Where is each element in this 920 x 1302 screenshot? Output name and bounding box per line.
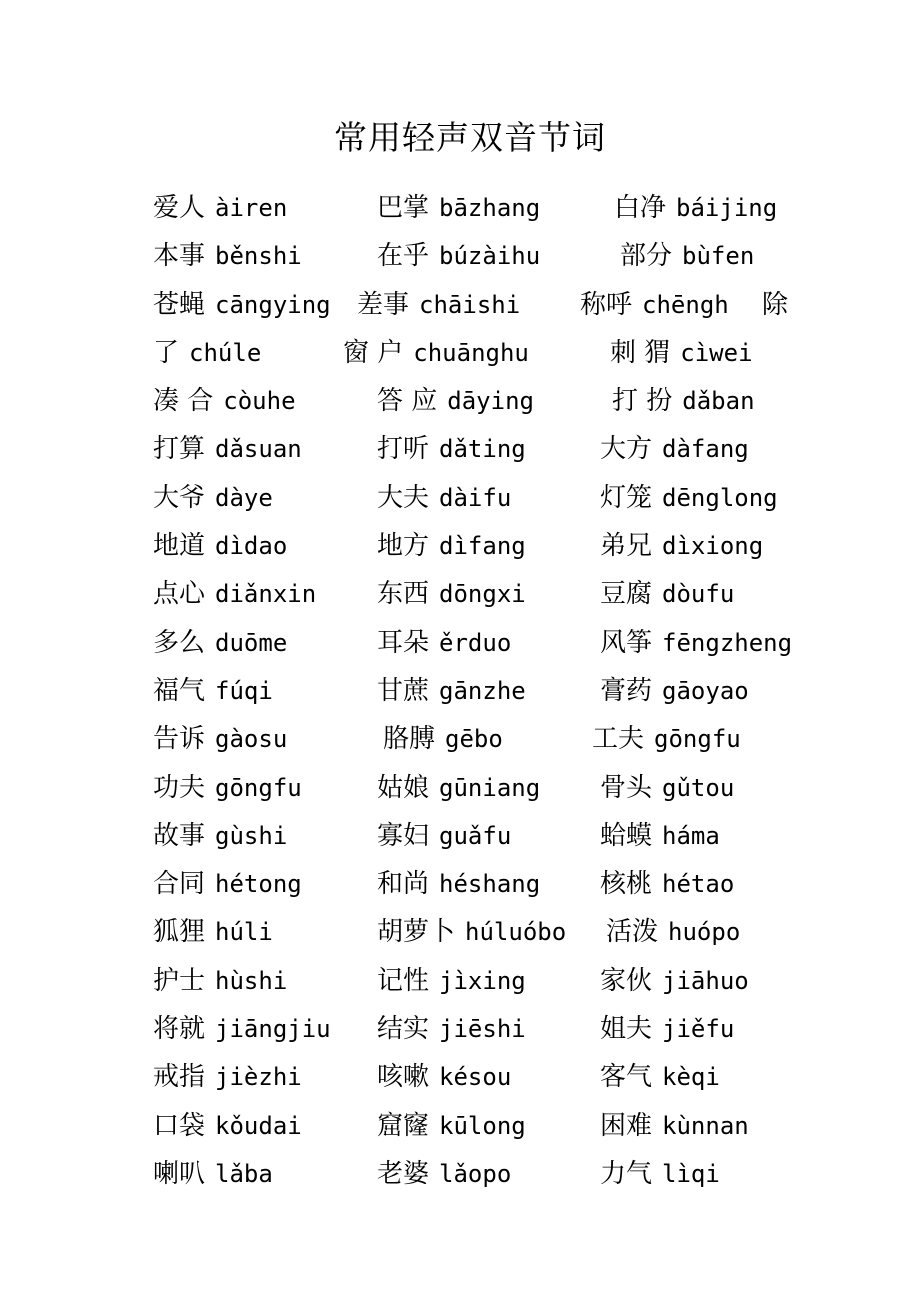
pinyin: búzàihu (439, 242, 541, 271)
word-entry (153, 1152, 273, 1196)
pinyin: késou (439, 1063, 512, 1092)
word-entry (612, 379, 755, 423)
hanzi-word: 窗 户 (343, 337, 404, 368)
word-entry (377, 1152, 511, 1196)
hanzi-word: 老婆 (377, 1158, 430, 1189)
word-entry (377, 476, 511, 520)
pinyin: dǎsuan (215, 435, 302, 464)
hanzi-word: 福气 (153, 675, 206, 706)
hanzi-word: 巴掌 (377, 193, 430, 223)
hanzi-word: 胳膊 (383, 724, 436, 755)
word-entry (610, 331, 753, 375)
hanzi-word: 灯笼 (600, 482, 653, 513)
pinyin: còuhe (223, 387, 296, 416)
word-entry (383, 717, 503, 761)
word-entry (377, 959, 526, 1003)
word-entry (600, 1152, 720, 1196)
word-entry (592, 717, 741, 761)
word-row (153, 669, 813, 717)
word-entry (153, 427, 302, 471)
hanzi-word: 活泼 (606, 917, 659, 948)
pinyin: húluóbo (465, 918, 567, 947)
pinyin: dìxiong (662, 532, 764, 561)
pinyin: guǎfu (439, 821, 512, 850)
word-entry (600, 814, 720, 858)
pinyin: gēbo (445, 725, 503, 754)
hanzi-word: 打听 (377, 434, 430, 465)
hanzi-word: 多么 (153, 627, 206, 658)
hanzi-word: 凑 合 (153, 386, 214, 417)
word-row (153, 379, 813, 427)
pinyin: duōme (215, 628, 288, 657)
hanzi-word: 了 (153, 337, 180, 368)
word-row (153, 331, 813, 379)
pinyin: dēnglong (662, 483, 778, 512)
pinyin: héshang (439, 870, 541, 899)
hanzi-word: 将就 (153, 1014, 206, 1045)
pinyin: cìwei (680, 338, 753, 367)
word-entry (600, 572, 734, 616)
pinyin: chēngh (642, 290, 729, 319)
pinyin: kǒudai (215, 1111, 302, 1140)
hanzi-word: 打 扮 (612, 386, 673, 417)
pinyin: bāzhang (439, 194, 541, 222)
word-row (153, 959, 813, 1007)
word-row (153, 1055, 813, 1103)
pinyin: gǔtou (662, 773, 735, 802)
hanzi-word: 风筝 (600, 627, 653, 658)
hanzi-word: 部分 (620, 241, 673, 272)
word-row (153, 862, 813, 910)
word-row (153, 766, 813, 814)
word-entry (153, 814, 287, 858)
pinyin: hétong (215, 870, 302, 899)
hanzi-word: 称呼 (580, 289, 633, 320)
hanzi-word: 蛤蟆 (600, 820, 653, 851)
word-entry (377, 1104, 526, 1148)
hanzi-word: 寡妇 (377, 820, 430, 851)
pinyin: dǎban (682, 387, 755, 416)
word-entry (153, 1007, 331, 1051)
word-entry (377, 814, 511, 858)
word-row (153, 1104, 813, 1152)
word-entry (377, 186, 540, 230)
word-entry (600, 476, 778, 520)
word-entry (153, 910, 273, 954)
pinyin: chuānghu (413, 338, 529, 367)
word-entry (153, 1104, 302, 1148)
word-entry (153, 621, 287, 665)
word-entry (377, 862, 540, 906)
pinyin: dìfang (439, 532, 526, 561)
word-entry (600, 1055, 720, 1099)
word-row (153, 572, 813, 620)
hanzi-word: 工夫 (592, 724, 645, 755)
hanzi-word: 告诉 (153, 724, 206, 755)
word-entry (153, 476, 273, 520)
hanzi-word: 核桃 (600, 869, 653, 900)
word-entry (377, 379, 534, 423)
hanzi-word: 膏药 (600, 675, 653, 706)
hanzi-word: 戒指 (153, 1062, 206, 1093)
word-row (153, 283, 813, 331)
hanzi-word: 合同 (153, 869, 206, 900)
word-entry (153, 331, 261, 375)
pinyin: lǎba (215, 1159, 273, 1188)
pinyin: dōngxi (439, 580, 526, 609)
hanzi-word: 点心 (153, 579, 206, 610)
pinyin: hétao (662, 870, 735, 899)
hanzi-word: 在乎 (377, 241, 430, 272)
hanzi-word: 客气 (600, 1062, 653, 1093)
word-entry (620, 234, 754, 278)
word-entry (153, 669, 273, 713)
hanzi-word: 答 应 (377, 386, 438, 417)
word-entry (600, 862, 734, 906)
word-entry (153, 862, 302, 906)
pinyin: fúqi (215, 676, 273, 705)
pinyin: diǎnxin (215, 580, 317, 609)
word-row (153, 1152, 813, 1200)
hanzi-word: 口袋 (153, 1110, 206, 1141)
hanzi-word: 耳朵 (377, 627, 430, 658)
word-entry (377, 766, 540, 810)
hanzi-word: 地方 (377, 531, 430, 562)
hanzi-word: 甘蔗 (377, 675, 430, 706)
word-entry (600, 766, 734, 810)
word-entry (153, 717, 287, 761)
hanzi-word: 力气 (600, 1158, 653, 1189)
word-row (153, 910, 813, 958)
word-row (153, 234, 813, 282)
hanzi-word: 记性 (377, 965, 430, 996)
pinyin: dàye (215, 483, 273, 512)
pinyin: kùnnan (662, 1111, 749, 1140)
hanzi-word: 胡萝卜 (377, 917, 456, 948)
word-table (153, 186, 813, 1200)
word-entry (377, 572, 526, 616)
pinyin: huópo (668, 918, 741, 947)
hanzi-word: 咳嗽 (377, 1062, 430, 1093)
hanzi-word: 弟兄 (600, 531, 653, 562)
hanzi-word: 喇叭 (153, 1158, 206, 1189)
word-entry (600, 1104, 749, 1148)
word-row (153, 1007, 813, 1055)
hanzi-word: 豆腐 (600, 579, 653, 610)
word-entry (614, 186, 777, 230)
pinyin: gūniang (439, 773, 541, 802)
word-entry (600, 669, 749, 713)
hanzi-word: 狐狸 (153, 917, 206, 948)
pinyin: fēngzheng (662, 628, 793, 657)
word-row (153, 621, 813, 669)
word-entry (377, 621, 511, 665)
pinyin: jiēshi (439, 1015, 526, 1044)
pinyin: jiěfu (662, 1015, 735, 1044)
word-entry (153, 1055, 302, 1099)
word-row (153, 524, 813, 572)
word-entry (377, 234, 540, 278)
hanzi-word: 姐夫 (600, 1014, 653, 1045)
pinyin: chúle (189, 338, 262, 367)
word-entry (153, 524, 287, 568)
hanzi-word: 姑娘 (377, 772, 430, 803)
word-entry (377, 1007, 526, 1051)
pinyin: dāying (447, 387, 534, 416)
word-entry (377, 1055, 511, 1099)
hanzi-word: 刺 猬 (610, 337, 671, 368)
word-row (153, 717, 813, 765)
pinyin: jiāngjiu (215, 1015, 331, 1044)
word-row (153, 814, 813, 862)
word-entry (153, 234, 302, 278)
word-entry (600, 621, 792, 665)
wrapped-character: 除 (762, 289, 789, 320)
hanzi-word: 和尚 (377, 869, 430, 900)
word-entry (580, 283, 729, 327)
pinyin: gàosu (215, 725, 288, 754)
pinyin: chāishi (419, 290, 521, 319)
pinyin: hùshi (215, 966, 288, 995)
hanzi-word: 大方 (600, 434, 653, 465)
word-entry (153, 186, 287, 230)
pinyin: gùshi (215, 821, 288, 850)
pinyin: bùfen (682, 242, 755, 271)
word-entry (600, 524, 763, 568)
hanzi-word: 地道 (153, 531, 206, 562)
word-entry (600, 959, 749, 1003)
hanzi-word: 本事 (153, 241, 206, 272)
pinyin: gōngfu (654, 725, 741, 754)
hanzi-word: 大爷 (153, 482, 206, 513)
pinyin: lǎopo (439, 1159, 512, 1188)
hanzi-word: 骨头 (600, 772, 653, 803)
hanzi-word: 爱人 (153, 193, 206, 223)
pinyin: dàifu (439, 483, 512, 512)
pinyin: báijing (676, 194, 778, 222)
hanzi-word: 功夫 (153, 772, 206, 803)
hanzi-word: 窟窿 (377, 1110, 430, 1141)
pinyin: gānzhe (439, 676, 526, 705)
pinyin: běnshi (215, 242, 302, 271)
word-entry (377, 910, 566, 954)
pinyin: dìdao (215, 532, 288, 561)
hanzi-word: 结实 (377, 1014, 430, 1045)
hanzi-word: 大夫 (377, 482, 430, 513)
pinyin: kūlong (439, 1111, 526, 1140)
hanzi-word: 故事 (153, 820, 206, 851)
pinyin: kèqi (662, 1063, 720, 1092)
hanzi-word: 白净 (614, 193, 667, 223)
word-entry (343, 331, 529, 375)
pinyin: ěrduo (439, 628, 512, 657)
word-entry (153, 959, 287, 1003)
hanzi-word: 家伙 (600, 965, 653, 996)
pinyin: húli (215, 918, 273, 947)
pinyin: àiren (215, 194, 288, 222)
pinyin: cāngying (215, 290, 331, 319)
word-row (153, 427, 813, 475)
pinyin: jiāhuo (662, 966, 749, 995)
hanzi-word: 差事 (357, 289, 410, 320)
hanzi-word: 困难 (600, 1110, 653, 1141)
page-title: 常用轻声双音节词 (334, 118, 606, 157)
hanzi-word: 护士 (153, 965, 206, 996)
word-entry (377, 669, 526, 713)
word-entry (153, 766, 302, 810)
hanzi-word: 苍蝇 (153, 289, 206, 320)
word-row (153, 186, 813, 234)
word-entry (600, 427, 749, 471)
pinyin: jièzhi (215, 1063, 302, 1092)
pinyin: dòufu (662, 580, 735, 609)
pinyin: jìxing (439, 966, 526, 995)
word-entry (357, 283, 520, 327)
hanzi-word: 打算 (153, 434, 206, 465)
word-row (153, 476, 813, 524)
word-entry (153, 379, 296, 423)
pinyin: lìqi (662, 1159, 720, 1188)
pinyin: háma (662, 821, 720, 850)
word-entry (377, 427, 526, 471)
pinyin: gāoyao (662, 676, 749, 705)
pinyin: dǎting (439, 435, 526, 464)
hanzi-word: 东西 (377, 579, 430, 610)
pinyin: dàfang (662, 435, 749, 464)
word-entry (153, 572, 316, 616)
word-entry (600, 1007, 734, 1051)
word-entry (606, 910, 740, 954)
word-entry (377, 524, 526, 568)
pinyin: gōngfu (215, 773, 302, 802)
word-entry (153, 283, 331, 327)
